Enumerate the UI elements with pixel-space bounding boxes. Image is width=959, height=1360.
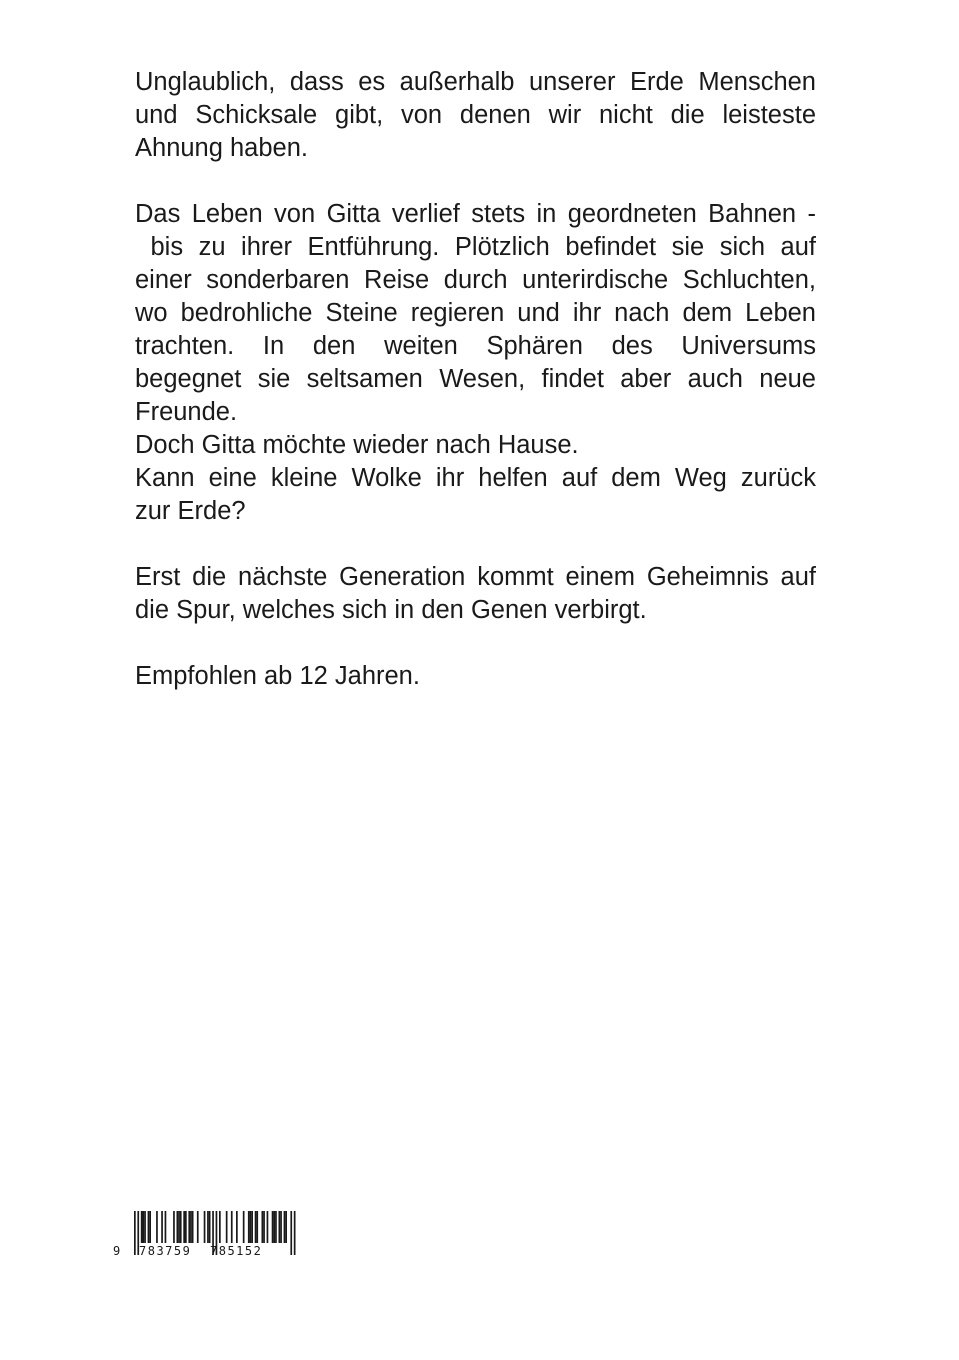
barcode-bar: [207, 1211, 209, 1243]
barcode-bar: [173, 1211, 175, 1243]
barcode-digits-left: 783759: [139, 1244, 192, 1258]
barcode-digit-first: 9: [113, 1244, 122, 1258]
barcode-bar: [250, 1211, 252, 1243]
barcode-bar: [243, 1211, 245, 1243]
barcode-bar: [231, 1211, 233, 1243]
barcode-bar: [197, 1211, 199, 1243]
text-line: Unglaublich, dass es außerhalb unserer Erde Menschen: [135, 68, 816, 96]
barcode-guard-bar: [294, 1211, 296, 1255]
barcode-bar: [144, 1211, 146, 1243]
barcode-guard-bar: [290, 1211, 292, 1255]
barcode-bar: [236, 1211, 238, 1243]
barcode-bar: [251, 1211, 253, 1243]
barcode-bar: [177, 1211, 179, 1243]
text-line: wo bedrohliche Steine regieren und ihr nach dem Leben: [135, 299, 816, 327]
barcode-bar: [149, 1211, 151, 1243]
text-line: die Spur, welches sich in den Genen verbirgt.: [135, 596, 647, 624]
barcode-bar: [156, 1211, 158, 1243]
paragraph-synopsis: [135, 198, 816, 528]
barcode-bar: [226, 1211, 228, 1243]
barcode-bar: [248, 1211, 250, 1243]
barcode-bar: [204, 1211, 206, 1243]
paragraph-intro: [135, 66, 816, 165]
text-line: Das Leben von Gitta verlief stets in geordneten Bahnen -: [135, 200, 816, 228]
barcode-bar: [273, 1211, 275, 1243]
barcode-bar: [180, 1211, 182, 1243]
text-line: trachten. In den weiten Sphären des Universums: [135, 332, 816, 360]
barcode-bar: [275, 1211, 277, 1243]
text-line: Doch Gitta möchte wieder nach Hause.: [135, 431, 579, 459]
barcode-bar: [192, 1211, 194, 1243]
barcode-bar: [190, 1211, 192, 1243]
paragraph-age-recommendation: [135, 660, 816, 693]
barcode-bar: [143, 1211, 145, 1243]
barcode-bar: [148, 1211, 150, 1243]
barcode-bar: [285, 1211, 287, 1243]
isbn-barcode: [110, 1211, 310, 1261]
barcode-bar: [272, 1211, 274, 1243]
text-line: bis zu ihrer Entführung. Plötzlich befindet sie sich auf: [135, 233, 816, 261]
barcode-bar: [263, 1211, 265, 1243]
barcode-bar: [255, 1211, 257, 1243]
barcode-bar: [280, 1211, 282, 1243]
barcode-bar: [262, 1211, 264, 1243]
barcode-bar: [219, 1211, 221, 1243]
barcode-bar: [279, 1211, 281, 1243]
text-line: einer sonderbaren Reise durch unterirdische Schluchten,: [135, 266, 816, 294]
text-line: Empfohlen ab 12 Jahren.: [135, 662, 420, 690]
barcode-bar: [178, 1211, 180, 1243]
barcode-bar: [256, 1211, 258, 1243]
text-line: und Schicksale gibt, von denen wir nicht die leisteste: [135, 101, 816, 129]
back-cover-text: [135, 66, 816, 693]
barcode-bar: [165, 1211, 167, 1243]
barcode-digits-right: 785152: [210, 1244, 263, 1258]
barcode-bar: [185, 1211, 187, 1243]
barcode-bar: [267, 1211, 269, 1243]
barcode-bar: [141, 1211, 143, 1243]
text-line: zur Erde?: [135, 497, 246, 525]
text-line: Erst die nächste Generation kommt einem Geheimnis auf: [135, 563, 816, 591]
text-line: Freunde.: [135, 398, 238, 426]
barcode-guard-bar: [134, 1211, 136, 1255]
text-line: begegnet sie seltsamen Wesen, findet aber auch neue: [135, 365, 816, 393]
paragraph-teaser: [135, 561, 816, 627]
barcode-bar: [161, 1211, 163, 1243]
barcode-bar: [284, 1211, 286, 1243]
barcode-bar: [188, 1211, 190, 1243]
barcode-bar: [183, 1211, 185, 1243]
text-line: Kann eine kleine Wolke ihr helfen auf dem Weg zurück: [135, 464, 816, 492]
barcode-bar: [209, 1211, 211, 1243]
text-line: Ahnung haben.: [135, 134, 308, 162]
